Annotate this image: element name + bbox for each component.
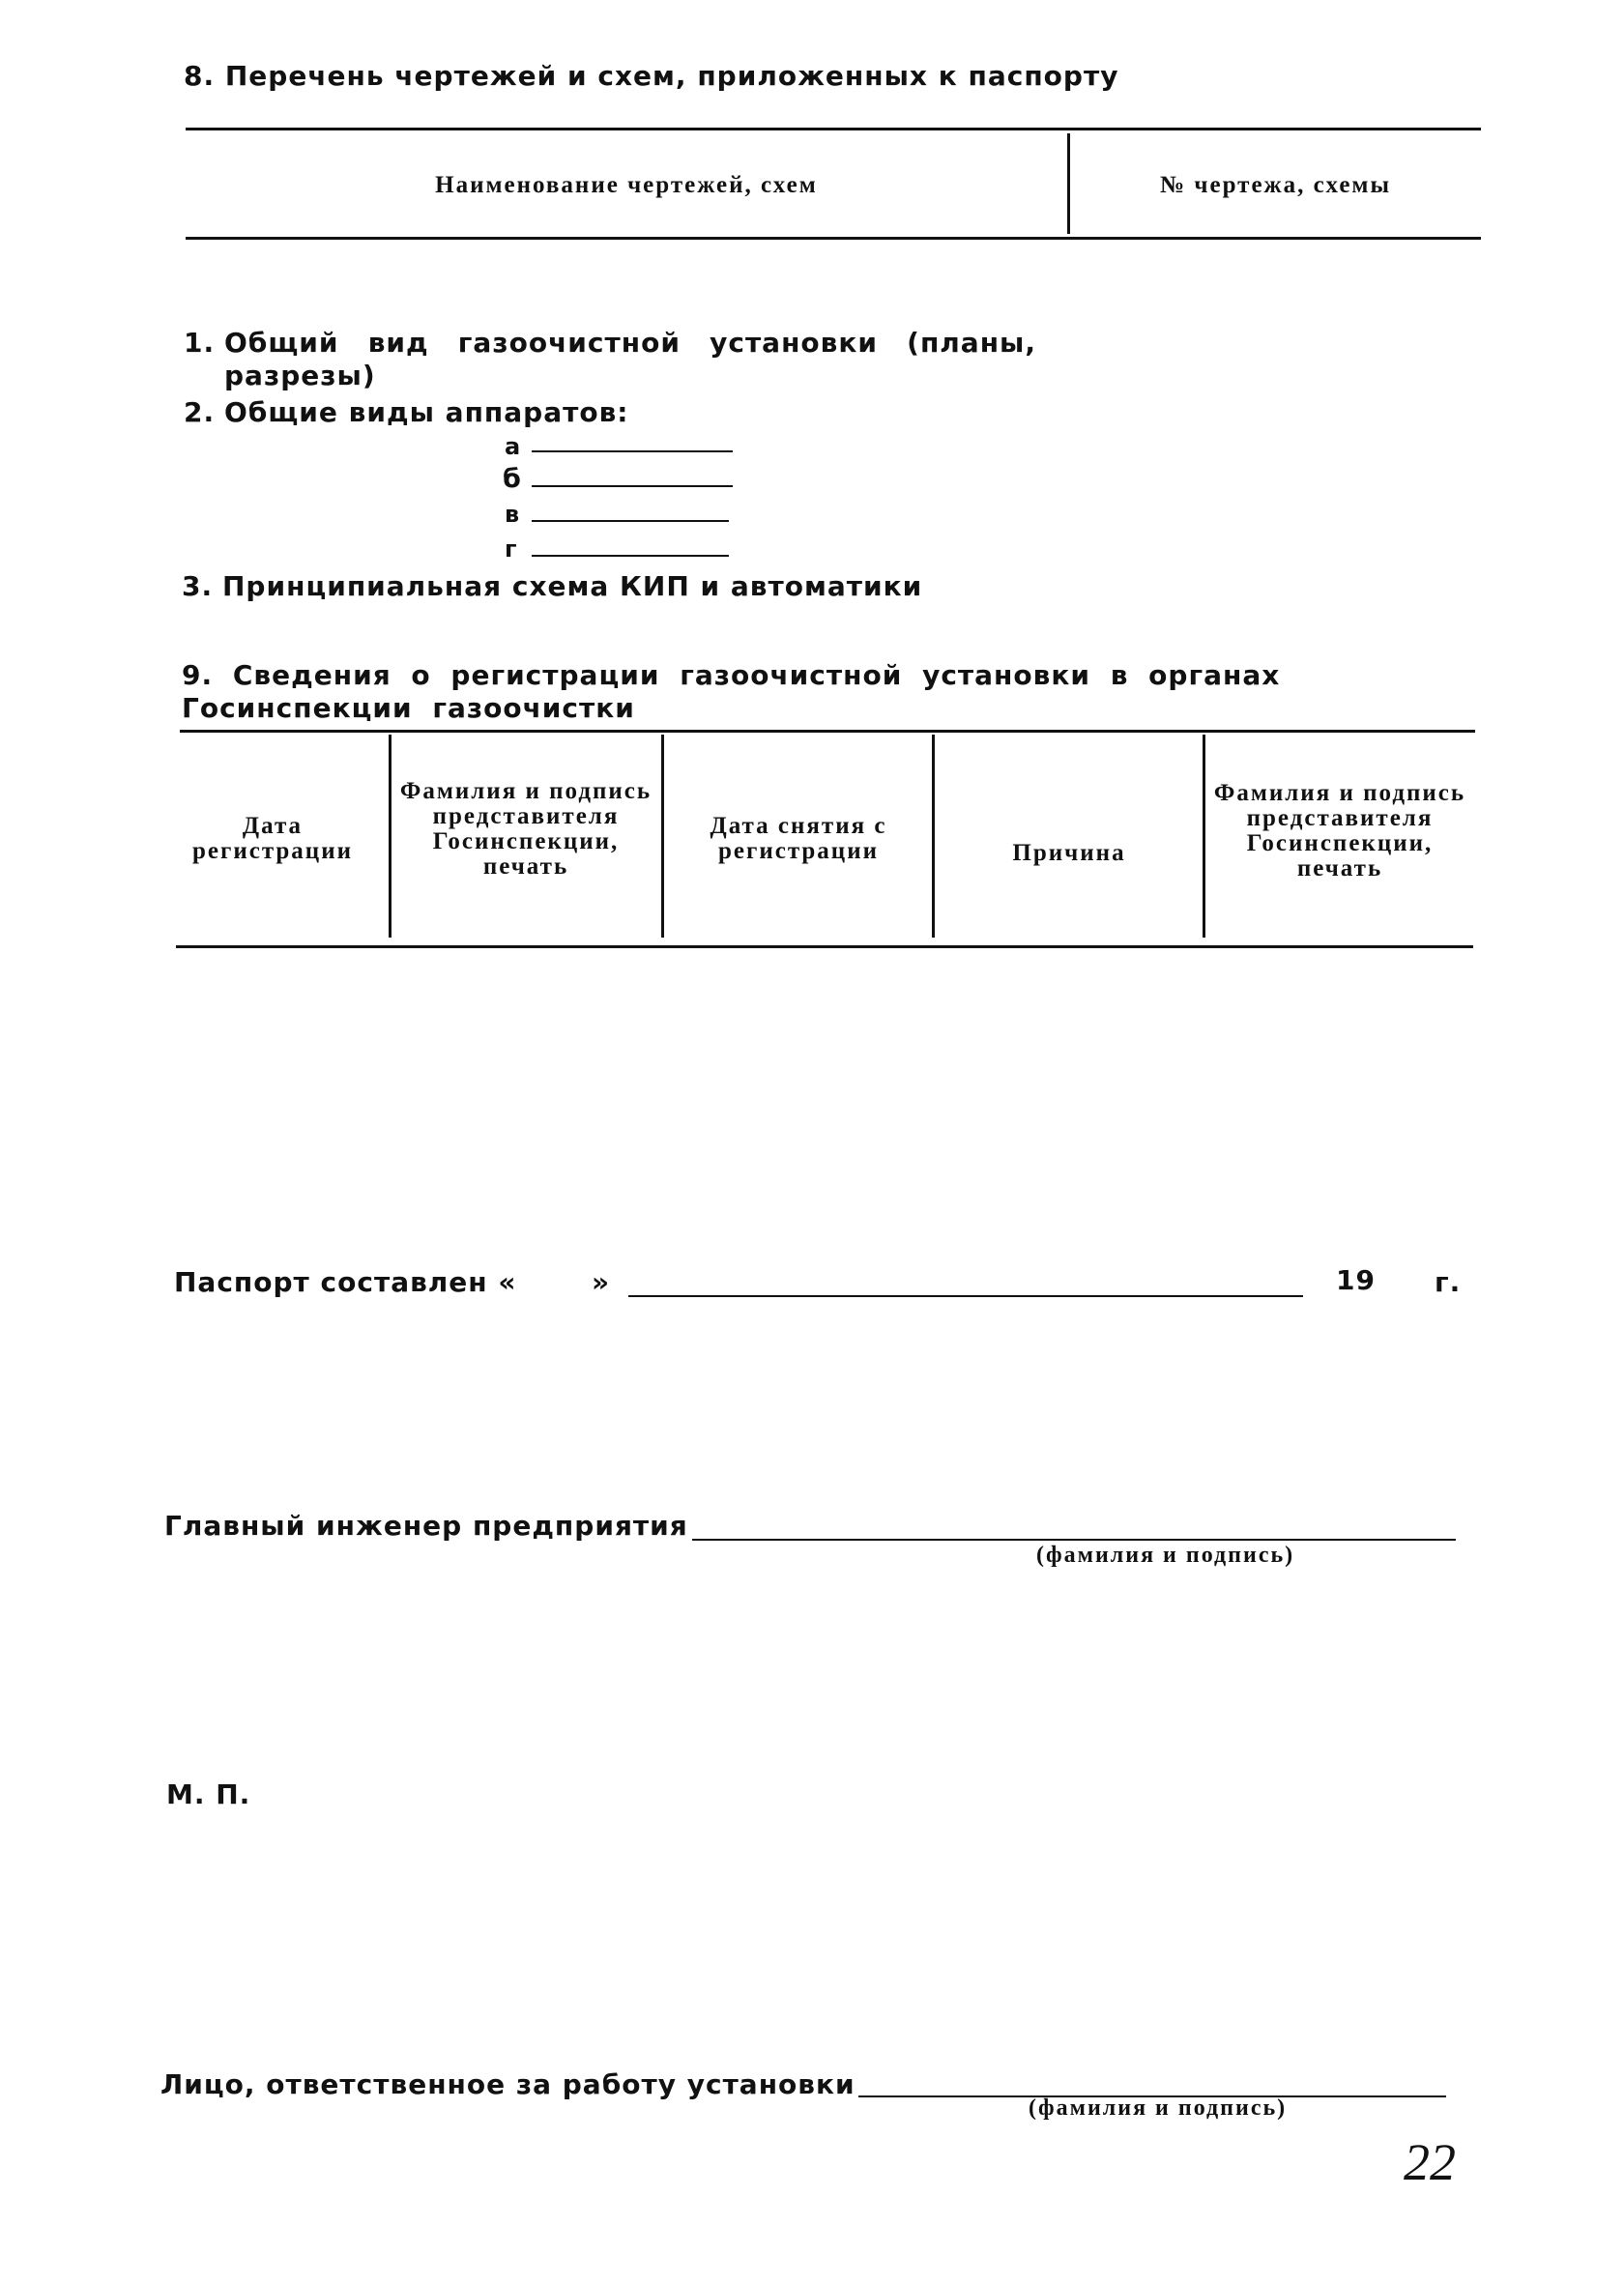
list-item: Общий вид газоочистной установки (планы, разрезы) — [224, 327, 1036, 391]
date-fill-line — [628, 1295, 1303, 1297]
list-item: Принципиальная схема КИП и автоматики — [222, 570, 923, 602]
signature-caption: (фамилия и подпись) — [1036, 1543, 1295, 1568]
table-column-divider — [661, 735, 664, 938]
table-column-divider — [389, 735, 392, 938]
list-item: Общие виды аппаратов: — [224, 396, 629, 428]
sub-item-label: б — [503, 464, 522, 494]
table-header-deregistration-date: Дата снятия с регистрации — [710, 813, 887, 864]
page-number: 22 — [1404, 2133, 1456, 2191]
table-column-divider — [932, 735, 935, 938]
passport-compiled-label: Паспорт составлен « — [174, 1266, 517, 1298]
signature-fill-line — [692, 1539, 1456, 1541]
chief-engineer-label: Главный инженер предприятия — [164, 1510, 688, 1542]
section-8-title: 8. Перечень чертежей и схем, приложенных к паспорту — [184, 60, 1119, 92]
fill-in-line — [532, 555, 729, 557]
sub-item-label: в — [505, 501, 521, 528]
table-header-drawing-number: № чертежа, схемы — [1160, 172, 1391, 198]
year-suffix: г. — [1435, 1266, 1462, 1298]
table-header-reason: Причина — [1012, 840, 1126, 866]
table-bottom-rule — [186, 237, 1481, 240]
table-header-inspector-signature-2: Фамилия и подпись представителя Госинспекции, печать — [1213, 780, 1466, 881]
table-bottom-rule — [176, 945, 1473, 948]
table-top-rule — [186, 128, 1481, 130]
list-item-number: 1. — [184, 327, 216, 359]
table-header-inspector-signature: Фамилия и подпись представителя Госинспекции, печать — [399, 778, 652, 880]
fill-in-line — [532, 520, 729, 522]
section-9-title: 9. Сведения о регистрации газоочистной установки в органах Госинспекции газоочистки — [182, 659, 1281, 724]
table-header-drawing-name: Наименование чертежей, схем — [435, 172, 818, 198]
sub-item-label: г — [505, 535, 518, 563]
table-top-rule — [180, 730, 1475, 733]
year-prefix: 19 — [1336, 1264, 1376, 1296]
fill-in-line — [532, 450, 733, 452]
table-header-registration-date: Дата регистрации — [191, 813, 354, 864]
table-column-divider — [1203, 735, 1205, 938]
signature-caption: (фамилия и подпись) — [1029, 2095, 1288, 2121]
responsible-person-label: Лицо, ответственное за работу установки — [160, 2068, 856, 2100]
list-item-number: 2. — [184, 396, 216, 428]
stamp-place: М. П. — [166, 1778, 251, 1810]
fill-in-line — [532, 485, 733, 487]
passport-quote-close: » — [592, 1266, 611, 1298]
list-item-number: 3. — [182, 570, 214, 602]
sub-item-label: а — [505, 433, 522, 460]
